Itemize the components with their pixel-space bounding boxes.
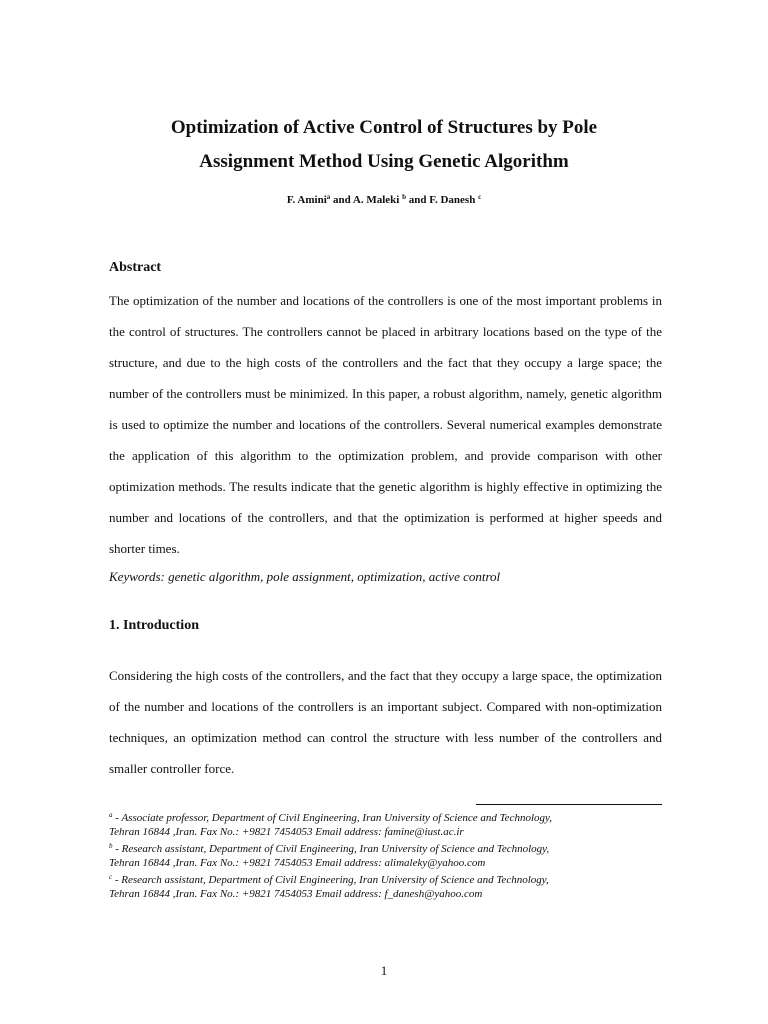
author-list	[0, 194, 768, 206]
affiliation-mark: c	[478, 193, 482, 201]
footnote-line: - Research assistant, Department of Civil Engineering, Iran University of Science and Technology,	[112, 874, 549, 886]
footnote-line: Tehran 16844 ,Iran. Fax No.: +9821 7454053 Email address: f_danesh@yahoo.com	[109, 888, 483, 900]
footnote-mark: a	[109, 811, 113, 819]
footnote-mark: c	[109, 873, 113, 881]
author-name: F. Amini	[286, 194, 327, 206]
footnote-line: Tehran 16844 ,Iran. Fax No.: +9821 7454053 Email address: famine@iust.ac.ir	[109, 826, 464, 838]
author-name: A. Maleki	[352, 194, 400, 206]
page-number: 1	[380, 963, 388, 978]
footnote-line: Tehran 16844 ,Iran. Fax No.: +9821 7454053 Email address: alimaleky@yahoo.com	[109, 857, 486, 869]
abstract-heading: Abstract	[109, 260, 162, 275]
introduction-paragraph: Considering the high costs of the controllers, and the fact that they occupy a large space, the optimization of the number and locations of the controllers is an important subject. Compared with non-optimization techniques, an optimization method can control the structure with less number of the controllers and smaller controller force.	[109, 668, 662, 776]
footnote-separator	[476, 804, 662, 805]
keywords-line: Keywords: genetic algorithm, pole assignment, optimization, active control	[109, 569, 501, 584]
footnote	[109, 873, 662, 901]
affiliation-mark: a	[326, 193, 331, 201]
author-name: F. Danesh	[429, 194, 476, 206]
author-separator: and	[406, 194, 430, 206]
footnote-mark: b	[109, 842, 113, 850]
affiliation-mark: b	[402, 193, 407, 201]
footnote	[109, 811, 662, 839]
author-separator: and	[330, 194, 353, 206]
introduction-heading: 1. Introduction	[109, 618, 199, 633]
footnotes	[109, 811, 662, 904]
footnote-line: - Research assistant, Department of Civil Engineering, Iran University of Science and Technology,	[112, 843, 550, 855]
footnote-line: - Associate professor, Department of Civil Engineering, Iran University of Science and Technology,	[112, 812, 553, 824]
footnote	[109, 842, 662, 870]
paper-title-line-2: Assignment Method Using Genetic Algorithm	[199, 151, 569, 172]
abstract-paragraph: The optimization of the number and locations of the controllers is one of the most important problems in the control of structures. The controllers cannot be placed in arbitrary locations based on the type of the structure, and due to the high costs of the controllers and the fact that they occupy a large space; the number of the controllers must be minimized. In this paper, a robust algorithm, namely, genetic algorithm is used to optimize the number and locations of the controllers. Several numerical examples demonstrate the application of this algorithm to the optimization problem, and provide comparison with other optimization methods. The results indicate that the genetic algorithm is highly effective in optimizing the number and locations of the controllers, and that the optimization is performed at higher speeds and shorter times.	[109, 293, 662, 556]
paper-title-line-1: Optimization of Active Control of Structures by Pole	[170, 117, 598, 138]
